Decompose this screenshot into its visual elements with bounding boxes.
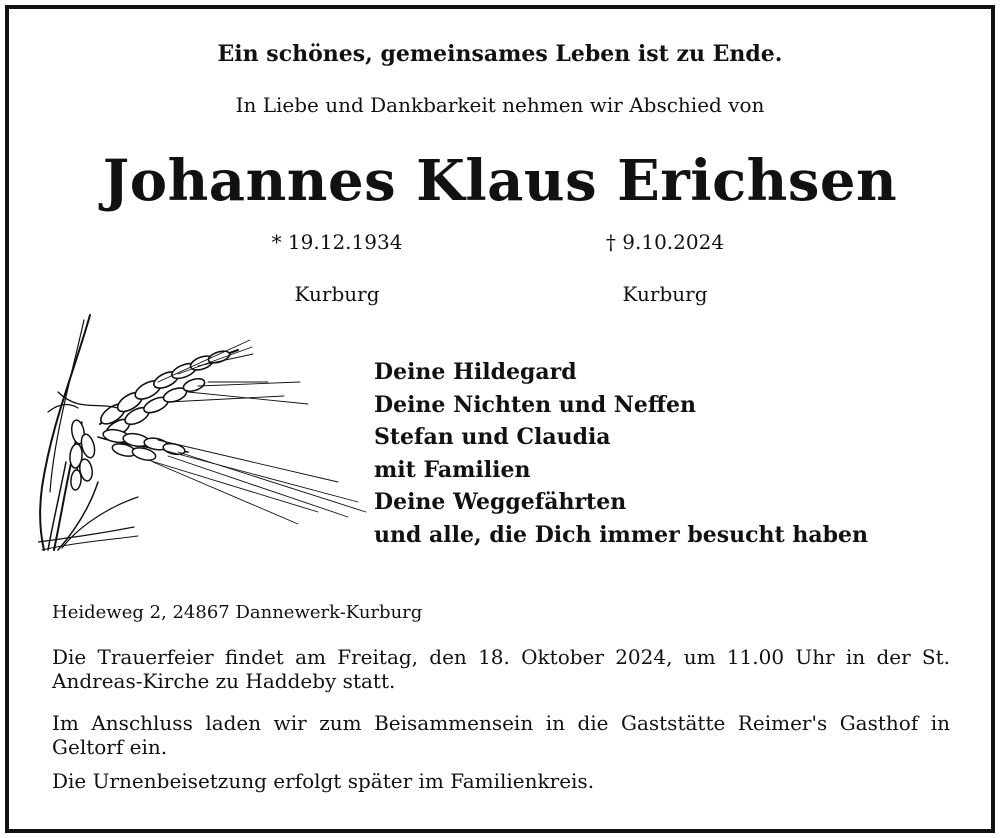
mourners-list [374,356,868,552]
reception-text: Im Anschluss laden wir zum Beisammensein in die Gaststätte Reimer's Gasthof in Geltorf ein. [52,711,950,759]
mourner-line: Deine Hildegard [374,359,577,385]
mourner-line: mit Familien [374,456,531,483]
headline: Ein schönes, gemeinsames Leben ist zu Ende. [217,41,783,67]
mourner-line: und alle, die Dich immer besucht haben [374,521,868,548]
funeral-service-text: Die Trauerfeier findet am Freitag, den 18. Oktober 2024, um 11.00 Uhr in der St. Andreas-Kirche zu Haddeby statt. [52,645,950,693]
mourner-line: Deine Nichten und Neffen [374,391,696,418]
death-place: Kurburg [622,282,708,306]
subheadline: In Liebe und Dankbarkeit nehmen wir Abschied von [235,93,765,117]
deceased-name: Johannes Klaus Erichsen [102,148,898,214]
birth-date: * 19.12.1934 [271,230,403,254]
mourner-line: Stefan und Claudia [374,424,611,451]
family-address: Heideweg 2, 24867 Dannewerk-Kurburg [52,602,423,623]
mourner-line: Deine Weggefährten [374,489,627,516]
wheat-ears-icon [38,312,368,557]
birth-place: Kurburg [294,282,380,306]
death-date: † 9.10.2024 [605,230,725,254]
burial-text: Die Urnenbeisetzung erfolgt später im Familienkreis. [52,769,595,793]
